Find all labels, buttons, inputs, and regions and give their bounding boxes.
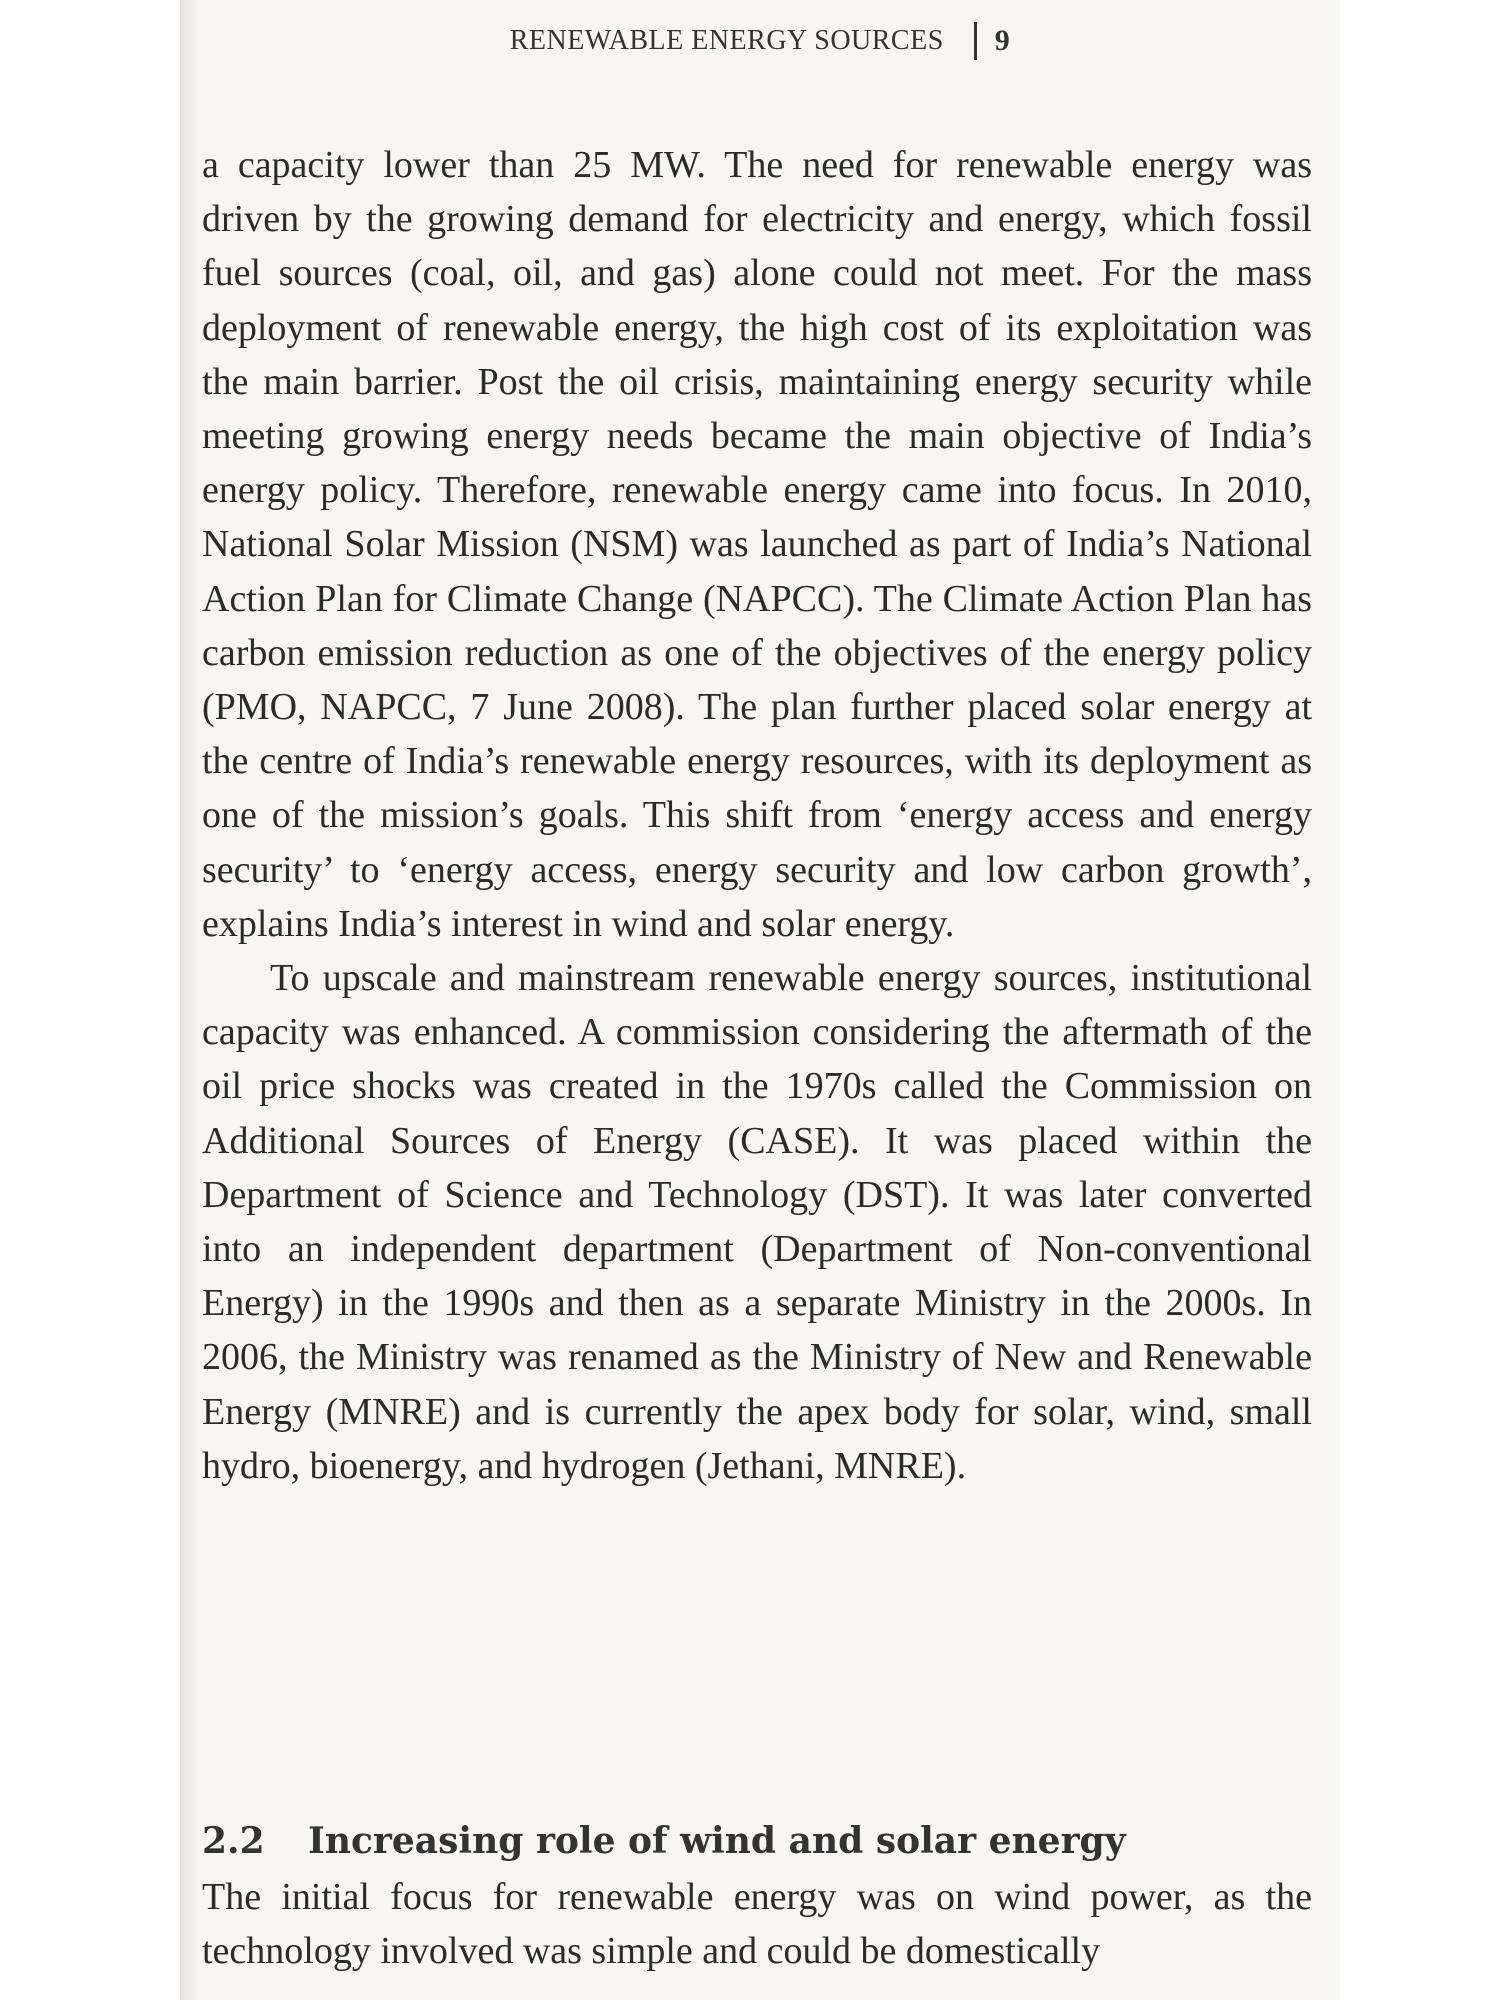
running-head — [180, 22, 1340, 60]
section-paragraph-1: The initial focus for renewable energy was on wind power, as the technology involved was simple and could be domestically — [202, 1876, 1312, 1973]
running-head-separator — [974, 22, 977, 60]
page-number: 9 — [994, 24, 1011, 57]
running-head-title: RENEWABLE ENERGY SOURCES — [509, 25, 944, 56]
section-heading — [202, 1820, 1312, 1862]
section-title: Increasing role of wind and solar energy — [308, 1820, 1126, 1862]
page-gutter-shadow — [180, 0, 198, 2000]
body-text — [202, 138, 1312, 1493]
paragraph-1: a capacity lower than 25 MW. The need for renewable energy was driven by the growing demand for electricity and energy, which fossil fuel sources (coal, oil, and gas) alone could not meet. For the mass deployment of renewable energy, the high cost of its exploitation was the main barrier. Post the oil crisis, maintaining energy security while meeting growing energy needs became the main objective of India’s energy policy. Therefore, renewable energy came into focus. In 2010, National Solar Mission (NSM) was launched as part of India’s National Action Plan for Climate Change (NAPCC). The Climate Action Plan has carbon emission reduction as one of the objectives of the energy policy (PMO, NAPCC, 7 June 2008). The plan further placed solar energy at the centre of India’s renewable energy resources, with its deployment as one of the mission’s goals. This shift from ‘energy access and energy security’ to ‘energy access, energy security and low carbon growth’, explains India’s interest in wind and solar energy. — [202, 144, 1312, 945]
section-body-text — [202, 1870, 1312, 1978]
paragraph-2: To upscale and mainstream renewable energy sources, institutional capacity was enhanced. A commission considering the aftermath of the oil price shocks was created in the 1970s called the Commission on Additional Sources of Energy (CASE). It was placed within the Department of Science and Technology (DST). It was later converted into an independent department (Department of Non-conventional Energy) in the 1990s and then as a separate Ministry in the 2000s. In 2006, the Ministry was renamed as the Ministry of New and Renewable Energy (MNRE) and is currently the apex body for solar, wind, small hydro, bioenergy, and hydrogen (Jethani, MNRE). — [202, 957, 1312, 1487]
section-number: 2.2 — [202, 1820, 265, 1862]
